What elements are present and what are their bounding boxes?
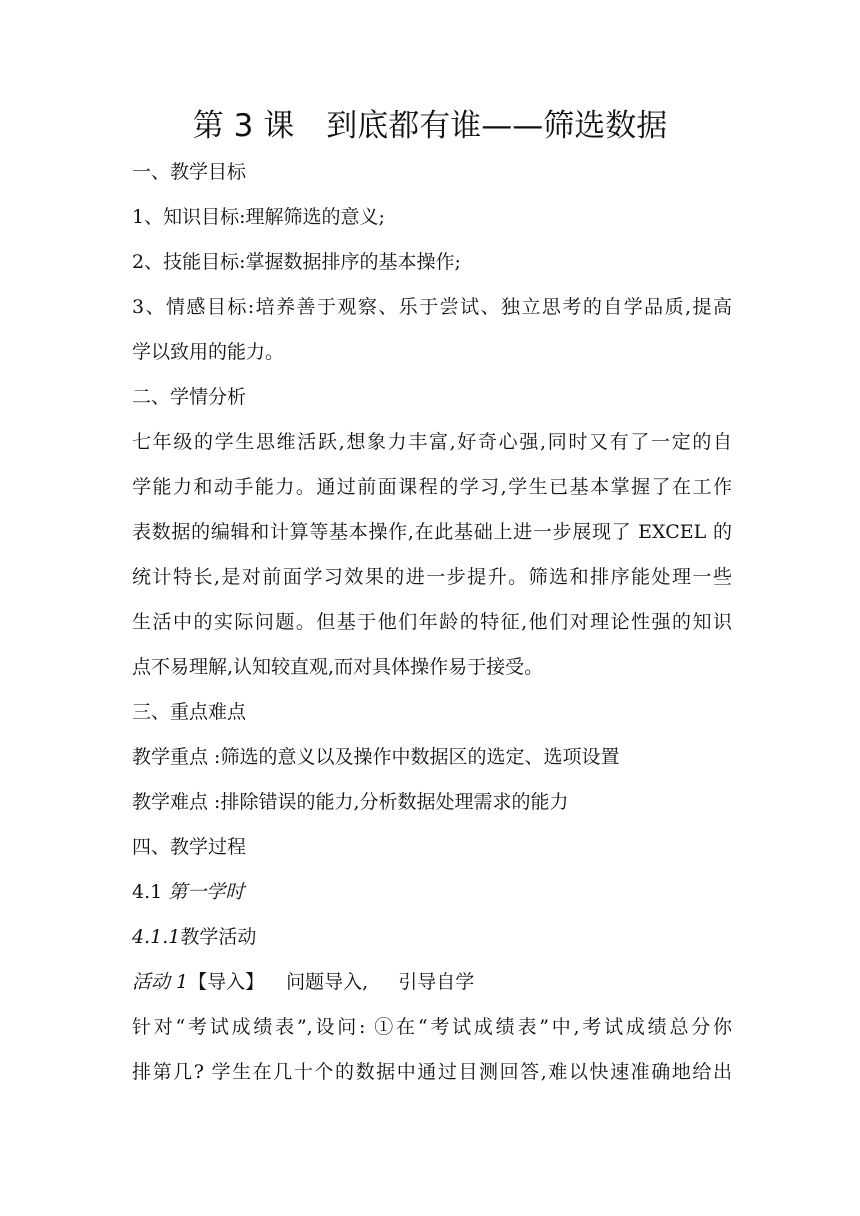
analysis-line-5: 生活中的实际问题。但基于他们年龄的特征,他们对理论性强的知识 — [132, 611, 732, 633]
activity-1-label: 活动 1 — [132, 971, 189, 993]
section-4-1-1-number: 4.1.1 — [132, 926, 181, 948]
analysis-line-1: 七年级的学生思维活跃,想象力丰富,好奇心强,同时又有了一定的自 — [132, 431, 732, 453]
heading-teaching-goals: 一、教学目标 — [132, 161, 247, 183]
heading-key-points: 三、重点难点 — [132, 701, 247, 723]
analysis-line-4: 统计特长,是对前面学习效果的进一步提升。筛选和排序能处理一些 — [132, 566, 732, 588]
section-4-1-number: 4.1 — [132, 881, 163, 903]
section-4-1-1 — [132, 923, 732, 951]
analysis-line-3: 表数据的编辑和计算等基本操作,在此基础上进一步展现了 EXCEL 的 — [132, 521, 732, 543]
goal-skill: 2、技能目标:掌握数据排序的基本操作; — [132, 251, 461, 273]
lesson-topic: 到底都有谁——筛选数据 — [326, 108, 668, 144]
goal-emotion-line-1: 3、情感目标:培养善于观察、乐于尝试、独立思考的自学品质,提高 — [132, 296, 732, 318]
key-point: 教学重点 :筛选的意义以及操作中数据区的选定、选项设置 — [132, 746, 620, 768]
activity-text-line-2: 排第几? 学生在几十个的数据中通过目测回答,难以快速准确地给出 — [132, 1061, 732, 1083]
difficult-point: 教学难点 :排除错误的能力,分析数据处理需求的能力 — [132, 791, 569, 813]
activity-1-bracket: 【导入】 — [188, 971, 265, 993]
activity-1 — [132, 968, 732, 996]
section-4-1-1-label: 教学活动 — [180, 926, 257, 948]
analysis-line-6: 点不易理解,认知较直观,而对具体操作易于接受。 — [132, 656, 544, 678]
activity-1-part2: 引导自学 — [398, 971, 475, 993]
goal-emotion-line-2: 学以致用的能力。 — [132, 341, 285, 363]
activity-text-line-1: 针对“考试成绩表”,设问: ①在“考试成绩表”中,考试成绩总分你 — [132, 1016, 732, 1038]
heading-student-analysis: 二、学情分析 — [132, 386, 247, 408]
section-4-1 — [132, 878, 732, 906]
page-title — [0, 104, 860, 148]
lesson-number: 第 3 课 — [192, 108, 295, 144]
goal-knowledge: 1、知识目标:理解筛选的意义; — [132, 206, 385, 228]
heading-teaching-process: 四、教学过程 — [132, 836, 247, 858]
section-4-1-label: 第一学时 — [168, 881, 245, 903]
analysis-line-2: 学能力和动手能力。通过前面课程的学习,学生已基本掌握了在工作 — [132, 476, 732, 498]
activity-1-part1: 问题导入, — [286, 971, 369, 993]
